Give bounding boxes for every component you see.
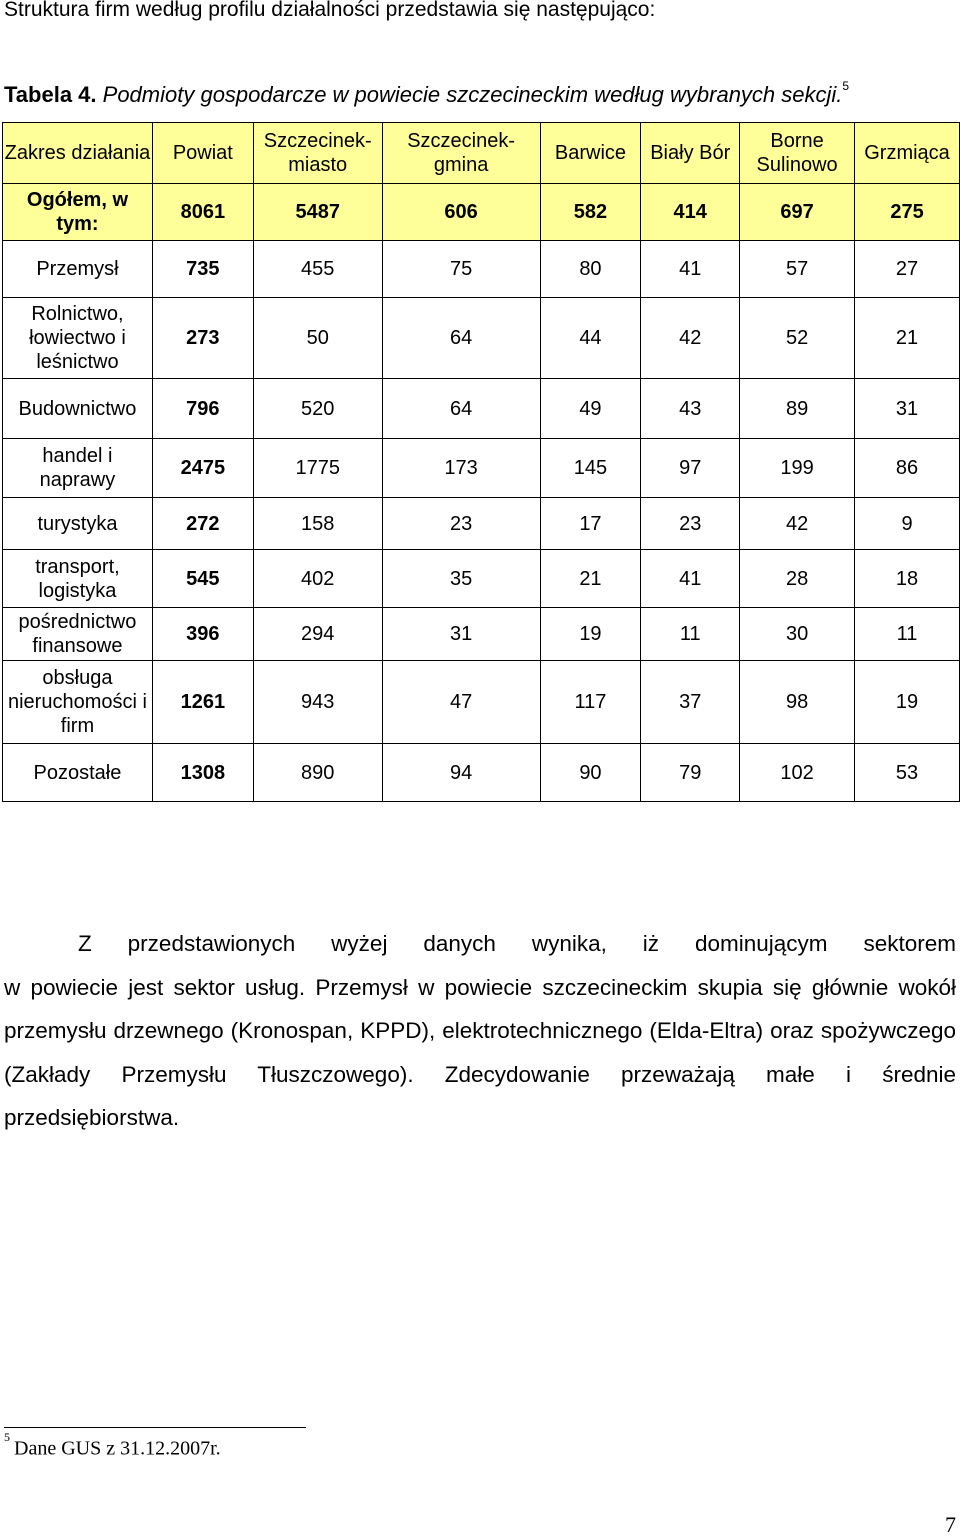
table-cell: 455 — [253, 241, 382, 298]
table-cell: 19 — [540, 608, 641, 661]
table-row — [3, 608, 960, 661]
table-cell: 27 — [855, 241, 960, 298]
table-cell: 79 — [641, 744, 740, 802]
table-row — [3, 744, 960, 802]
table-cell: 158 — [253, 498, 382, 550]
page-number: 7 — [945, 1512, 956, 1537]
column-header: Szczecinek-miasto — [253, 123, 382, 184]
table-cell: 890 — [253, 744, 382, 802]
table-cell: 396 — [152, 608, 253, 661]
table-cell: 9 — [855, 498, 960, 550]
table-row — [3, 379, 960, 439]
column-header: Grzmiąca — [855, 123, 960, 184]
table-cell: 199 — [740, 439, 855, 498]
total-cell: 606 — [382, 184, 540, 241]
table-cell: 294 — [253, 608, 382, 661]
table-cell: 31 — [855, 379, 960, 439]
table-cell: 23 — [641, 498, 740, 550]
total-cell: 582 — [540, 184, 641, 241]
table-row — [3, 661, 960, 744]
total-cell: 5487 — [253, 184, 382, 241]
table-cell: 75 — [382, 241, 540, 298]
table-row — [3, 439, 960, 498]
header-label-cell: Zakres działania — [3, 123, 153, 184]
table-caption — [4, 78, 850, 108]
row-label: turystyka — [3, 498, 153, 550]
table-cell: 23 — [382, 498, 540, 550]
column-header: Biały Bór — [641, 123, 740, 184]
table-cell: 19 — [855, 661, 960, 744]
row-label: Rolnictwo, łowiectwo i leśnictwo — [3, 298, 153, 379]
table-cell: 272 — [152, 498, 253, 550]
table-cell: 1261 — [152, 661, 253, 744]
header-row — [3, 123, 960, 184]
table-cell: 42 — [641, 298, 740, 379]
totals-row — [3, 184, 960, 241]
total-cell: 275 — [855, 184, 960, 241]
table-row — [3, 550, 960, 608]
table-cell: 402 — [253, 550, 382, 608]
table-cell: 145 — [540, 439, 641, 498]
table-cell: 735 — [152, 241, 253, 298]
total-label-cell: Ogółem, w tym: — [3, 184, 153, 241]
table-row — [3, 498, 960, 550]
row-label: Pozostałe — [3, 744, 153, 802]
total-cell: 414 — [641, 184, 740, 241]
table-cell: 18 — [855, 550, 960, 608]
table-cell: 11 — [855, 608, 960, 661]
total-cell: 697 — [740, 184, 855, 241]
table-cell: 21 — [540, 550, 641, 608]
table-cell: 52 — [740, 298, 855, 379]
table-cell: 47 — [382, 661, 540, 744]
caption-label: Tabela 4. — [4, 82, 97, 107]
footnote-text: Dane GUS z 31.12.2007r. — [14, 1437, 221, 1460]
table-cell: 796 — [152, 379, 253, 439]
table-cell: 89 — [740, 379, 855, 439]
table-cell: 545 — [152, 550, 253, 608]
column-header: Powiat — [152, 123, 253, 184]
row-label: obsługa nieruchomości i firm — [3, 661, 153, 744]
column-header: Borne Sulinowo — [740, 123, 855, 184]
footnote — [4, 1430, 221, 1461]
row-label: Budownictwo — [3, 379, 153, 439]
table-cell: 41 — [641, 550, 740, 608]
table-cell: 42 — [740, 498, 855, 550]
row-label: pośrednictwo finansowe — [3, 608, 153, 661]
table-cell: 102 — [740, 744, 855, 802]
summary-paragraph — [4, 922, 956, 1140]
table-cell: 44 — [540, 298, 641, 379]
table-cell: 64 — [382, 379, 540, 439]
table-cell: 2475 — [152, 439, 253, 498]
table-cell: 49 — [540, 379, 641, 439]
table-cell: 17 — [540, 498, 641, 550]
table-cell: 64 — [382, 298, 540, 379]
caption-title: Podmioty gospodarcze w powiecie szczecineckim według wybranych sekcji. — [96, 82, 843, 107]
table-cell: 1775 — [253, 439, 382, 498]
table-cell: 98 — [740, 661, 855, 744]
table-cell: 80 — [540, 241, 641, 298]
table-cell: 94 — [382, 744, 540, 802]
row-label: transport, logistyka — [3, 550, 153, 608]
paragraph-first-line: Z przedstawionych wyżej danych wynika, iż dominującym sektorem — [78, 931, 956, 956]
table-cell: 520 — [253, 379, 382, 439]
intro-text: Struktura firm według profilu działalności przedstawia się następująco: — [4, 0, 656, 21]
table-cell: 30 — [740, 608, 855, 661]
table-cell: 117 — [540, 661, 641, 744]
row-label: handel i naprawy — [3, 439, 153, 498]
footnote-number: 5 — [4, 1430, 10, 1444]
table-cell: 943 — [253, 661, 382, 744]
table-cell: 273 — [152, 298, 253, 379]
table-cell: 173 — [382, 439, 540, 498]
table-cell: 90 — [540, 744, 641, 802]
total-cell: 8061 — [152, 184, 253, 241]
footnote-separator — [4, 1427, 306, 1428]
table-row — [3, 241, 960, 298]
column-header: Barwice — [540, 123, 641, 184]
data-table — [2, 122, 960, 802]
table-cell: 50 — [253, 298, 382, 379]
table-cell: 37 — [641, 661, 740, 744]
table-cell: 57 — [740, 241, 855, 298]
table-cell: 43 — [641, 379, 740, 439]
table-cell: 35 — [382, 550, 540, 608]
caption-footnote-ref: 5 — [842, 78, 850, 93]
paragraph-continuation: w powiecie jest sektor usług. Przemysł w powiecie szczecineckim skupia się głównie wokół przemysłu drzewnego (Kronospan, KPPD), elektrotechnicznego (Elda-Eltra) oraz spożywczego (Zakłady Przemysłu Tłuszczowego). Zdecydowanie przeważają małe i średnie przedsiębiorstwa. — [4, 974, 956, 1130]
table-cell: 21 — [855, 298, 960, 379]
table-cell: 11 — [641, 608, 740, 661]
table-cell: 86 — [855, 439, 960, 498]
column-header: Szczecinek-gmina — [382, 123, 540, 184]
table-row — [3, 298, 960, 379]
table-cell: 31 — [382, 608, 540, 661]
table-cell: 1308 — [152, 744, 253, 802]
table-cell: 53 — [855, 744, 960, 802]
row-label: Przemysł — [3, 241, 153, 298]
table-cell: 97 — [641, 439, 740, 498]
table-cell: 41 — [641, 241, 740, 298]
table-cell: 28 — [740, 550, 855, 608]
